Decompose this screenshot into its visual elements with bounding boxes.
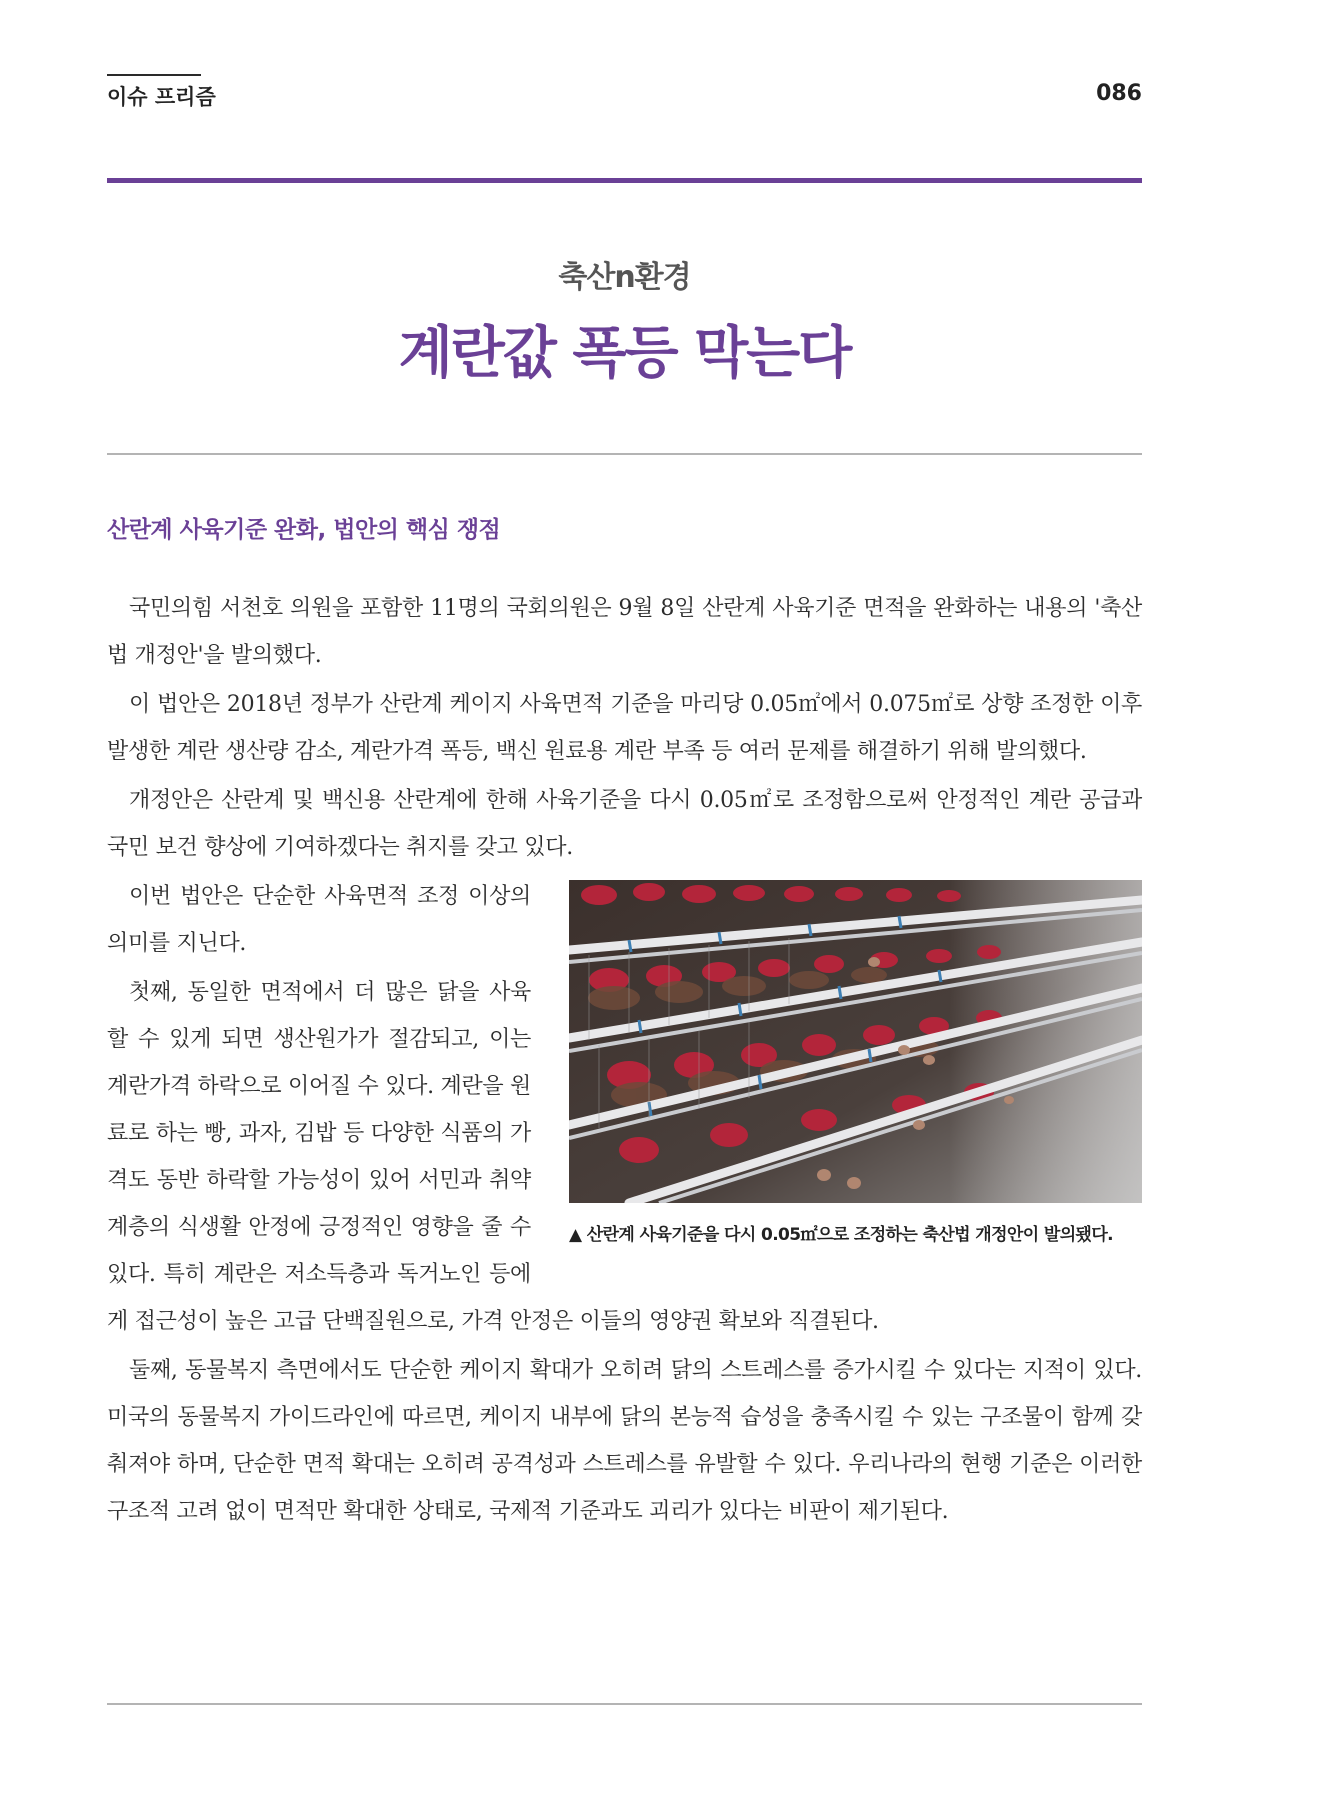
section-subhead: 산란계 사육기준 완화, 법안의 핵심 쟁점 bbox=[107, 517, 501, 543]
paragraph: 둘째, 동물복지 측면에서도 단순한 케이지 확대가 오히려 닭의 스트레스를 증가시킬 수 있다는 지적이 있다. 미국의 동물복지 가이드라인에 따르면, 케이지 내부에 닭의 본능적 습성을 충족시킬 수 있는 구조물이 함께 갖춰져야 하며, 단순한 면적 확대는 오히려 공격성과 스트레스를 유발할 수 있다. 우리나라의 현행 기준은 이러한 구조적 고려 없이 면적만 확대한 상태로, 국제적 기준과도 괴리가 있다는 비판이 제기된다. bbox=[107, 1358, 1142, 1524]
photo-caption: ▲ 산란계 사육기준을 다시 0.05㎡으로 조정하는 축산법 개정안이 발의됐다. bbox=[569, 1225, 1114, 1245]
article-body bbox=[107, 585, 1142, 1537]
paragraph: 이번 법안은 단순한 사육면적 조정 이상의 의미를 지닌다. bbox=[107, 884, 531, 956]
article-headline: 계란값 폭등 막는다 bbox=[398, 321, 851, 386]
footer-rule bbox=[107, 1703, 1142, 1705]
paragraph: 첫째, 동일한 면적에서 더 많은 닭을 사육할 수 있게 되면 생산원가가 절감되고, 이는 계란가격 하락으로 이어질 수 있다. 계란을 원료로 하는 빵, 과자, 김밥 등 다양한 식품의 가격도 동반 하락할 가능성이 있어 서민과 취약계층의 식생활 안정에 긍정적인 영향을 줄 수 있다. 특히 계란은 저소득층과 독거노인 등에게 접근성이 높은 고급 단백질원으로, 가격 안정은 이들의 영양권 확보와 직결된다. bbox=[107, 980, 879, 1334]
photo-figure bbox=[569, 880, 1142, 1283]
article-kicker: 축산n환경 bbox=[558, 260, 691, 295]
page-number: 086 bbox=[1096, 81, 1142, 106]
section-label: 이슈 프리즘 bbox=[107, 85, 216, 109]
headline-bottom-rule bbox=[107, 453, 1142, 455]
paragraph: 개정안은 산란계 및 백신용 산란계에 한해 사육기준을 다시 0.05㎡로 조정함으로써 안정적인 계란 공급과 국민 보건 향상에 기여하겠다는 취지를 갖고 있다. bbox=[107, 788, 1142, 860]
poultry-cage-photo bbox=[569, 880, 1142, 1203]
title-divider bbox=[107, 178, 1142, 183]
paragraph: 이 법안은 2018년 정부가 산란계 케이지 사육면적 기준을 마리당 0.05㎡에서 0.075㎡로 상향 조정한 이후 발생한 계란 생산량 감소, 계란가격 폭등, 백신 원료용 계란 부족 등 여러 문제를 해결하기 위해 발의했다. bbox=[107, 692, 1142, 764]
paragraph: 국민의힘 서천호 의원을 포함한 11명의 국회의원은 9월 8일 산란계 사육기준 면적을 완화하는 내용의 '축산법 개정안'을 발의했다. bbox=[107, 596, 1142, 668]
header-accent-rule bbox=[107, 74, 201, 76]
